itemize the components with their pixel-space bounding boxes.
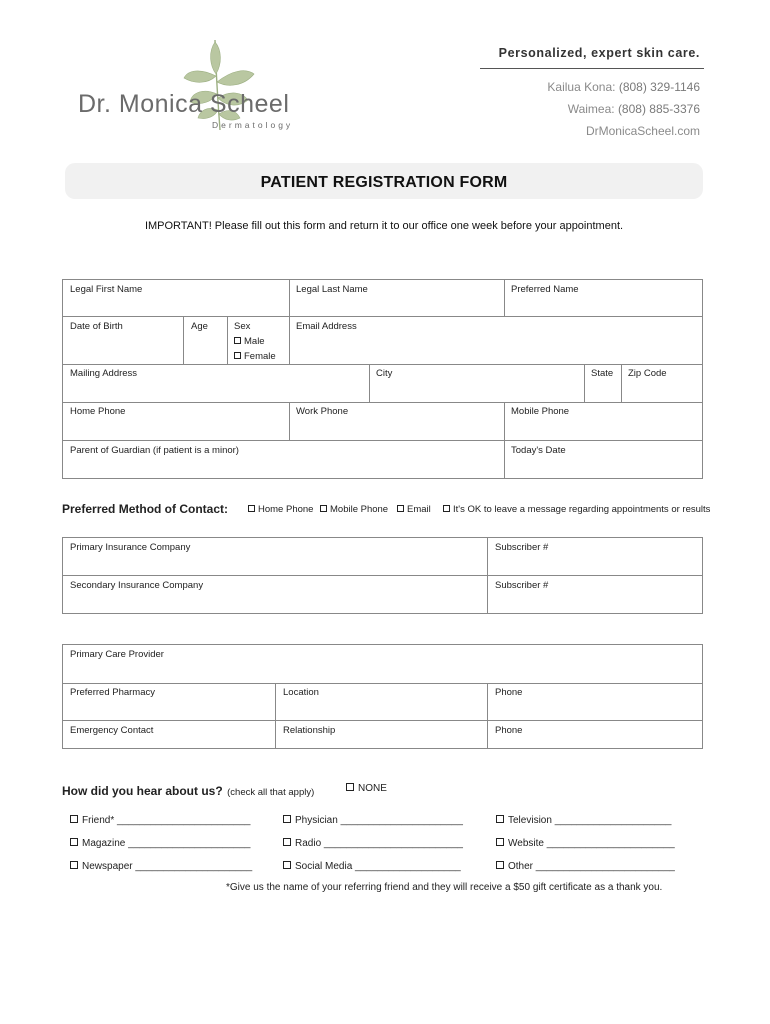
- contact-option-label: Mobile Phone: [330, 504, 389, 515]
- contact-home-phone-checkbox[interactable]: [248, 504, 313, 515]
- referral-heading: How did you hear about us?: [62, 784, 223, 798]
- referral-physician-checkbox[interactable]: [283, 815, 463, 826]
- referral-source-label: Friend* ________________________: [82, 815, 251, 826]
- checkbox-icon: [70, 838, 78, 846]
- guardian-field[interactable]: Parent of Guardian (if patient is a minor): [70, 445, 239, 456]
- emergency-phone-field[interactable]: Phone: [495, 725, 523, 736]
- logo-name: Dr. Monica Scheel: [78, 90, 290, 118]
- referral-source-label: Physician ______________________: [295, 815, 463, 826]
- contact-option-label: Email: [407, 504, 431, 515]
- grid-line: [289, 402, 290, 440]
- secondary-subscriber-field[interactable]: Subscriber #: [495, 580, 549, 591]
- grid-line: [487, 683, 488, 749]
- referral-radio-checkbox[interactable]: [283, 838, 463, 849]
- checkbox-icon: [248, 505, 255, 512]
- referral-friend-checkbox[interactable]: [70, 815, 251, 826]
- zip-code-field[interactable]: Zip Code: [628, 368, 667, 379]
- grid-line: [504, 279, 505, 316]
- important-note: IMPORTANT! Please fill out this form and return it to our office one week before your appointment.: [144, 220, 624, 232]
- checkbox-icon: [346, 783, 354, 791]
- age-field[interactable]: Age: [191, 321, 208, 332]
- referral-none-label: NONE: [358, 783, 387, 794]
- checkbox-icon: [443, 505, 450, 512]
- referral-source-label: Newspaper _____________________: [82, 861, 253, 872]
- legal-last-name-field[interactable]: Legal Last Name: [296, 284, 368, 295]
- contact-option-label: It's OK to leave a message regarding appointments or results: [453, 504, 711, 515]
- mailing-address-field[interactable]: Mailing Address: [70, 368, 138, 379]
- grid-line: [584, 364, 585, 402]
- sex-male-checkbox[interactable]: [234, 336, 265, 347]
- sex-male-label: Male: [244, 336, 265, 347]
- contact-waimea: [568, 102, 700, 116]
- state-field[interactable]: State: [591, 368, 614, 379]
- city-field[interactable]: City: [376, 368, 393, 379]
- grid-line: [227, 316, 228, 364]
- contact-mobile-phone-checkbox[interactable]: [320, 504, 388, 515]
- contact-option-label: Home Phone: [258, 504, 314, 515]
- logo-subtitle: Dermatology: [212, 120, 294, 130]
- preferred-pharmacy-field[interactable]: Preferred Pharmacy: [70, 687, 156, 698]
- checkbox-icon: [70, 861, 78, 869]
- grid-line: [62, 720, 703, 721]
- sex-female-label: Female: [244, 351, 276, 362]
- grid-line: [62, 683, 703, 684]
- primary-care-provider-field[interactable]: Primary Care Provider: [70, 649, 164, 660]
- referral-website-checkbox[interactable]: [496, 838, 675, 849]
- sex-female-checkbox[interactable]: [234, 351, 276, 362]
- grid-line: [183, 316, 184, 364]
- work-phone-field[interactable]: Work Phone: [296, 406, 349, 417]
- grid-line: [289, 279, 290, 316]
- tagline: Personalized, expert skin care.: [498, 46, 700, 60]
- referral-social-media-checkbox[interactable]: [283, 861, 461, 872]
- primary-subscriber-field[interactable]: Subscriber #: [495, 542, 549, 553]
- contact-kona-phone: (808) 329-1146: [618, 80, 700, 94]
- primary-insurance-field[interactable]: Primary Insurance Company: [70, 542, 191, 553]
- checkbox-icon: [70, 815, 78, 823]
- checkbox-icon: [397, 505, 404, 512]
- contact-method-heading: Preferred Method of Contact:: [62, 502, 229, 516]
- checkbox-icon: [234, 337, 241, 344]
- date-of-birth-field[interactable]: Date of Birth: [70, 321, 123, 332]
- grid-line: [62, 316, 703, 317]
- grid-line: [487, 537, 488, 614]
- pharmacy-phone-field[interactable]: Phone: [495, 687, 523, 698]
- grid-line: [62, 440, 703, 441]
- grid-line: [369, 364, 370, 402]
- grid-line: [62, 402, 703, 403]
- email-field[interactable]: Email Address: [296, 321, 357, 332]
- checkbox-icon: [320, 505, 327, 512]
- mobile-phone-field[interactable]: Mobile Phone: [511, 406, 570, 417]
- referral-magazine-checkbox[interactable]: [70, 838, 251, 849]
- grid-line: [504, 402, 505, 440]
- referral-other-checkbox[interactable]: [496, 861, 675, 872]
- checkbox-icon: [496, 861, 504, 869]
- referral-note: (check all that apply): [227, 787, 315, 798]
- tagline-rule: [480, 68, 704, 69]
- referral-source-label: Television _____________________: [508, 815, 672, 826]
- referral-source-label: Other _________________________: [508, 861, 675, 872]
- checkbox-icon: [283, 838, 291, 846]
- referral-source-label: Website _______________________: [508, 838, 675, 849]
- todays-date-field[interactable]: Today's Date: [511, 445, 566, 456]
- secondary-insurance-field[interactable]: Secondary Insurance Company: [70, 580, 204, 591]
- grid-line: [504, 440, 505, 479]
- website: DrMonicaScheel.com: [585, 124, 700, 138]
- grid-line: [289, 316, 290, 364]
- sex-label: Sex: [234, 321, 251, 332]
- emergency-contact-field[interactable]: Emergency Contact: [70, 725, 154, 736]
- referral-television-checkbox[interactable]: [496, 815, 671, 826]
- grid-line: [62, 575, 703, 576]
- contact-email-checkbox[interactable]: [397, 504, 431, 515]
- grid-line: [621, 364, 622, 402]
- checkbox-icon: [496, 815, 504, 823]
- referral-source-label: Magazine ______________________: [82, 838, 251, 849]
- contact-waimea-place: Waimea:: [567, 102, 615, 116]
- checkbox-icon: [234, 352, 241, 359]
- referral-heading-row: [62, 782, 314, 800]
- referral-newspaper-checkbox[interactable]: [70, 861, 252, 872]
- pharmacy-location-field[interactable]: Location: [283, 687, 319, 698]
- referral-source-label: Radio _________________________: [295, 838, 463, 849]
- checkbox-icon: [496, 838, 504, 846]
- contact-kona: [547, 80, 700, 94]
- grid-line: [275, 683, 276, 749]
- referral-source-label: Social Media ___________________: [295, 861, 461, 872]
- checkbox-icon: [283, 815, 291, 823]
- preferred-name-field[interactable]: Preferred Name: [511, 284, 579, 295]
- referral-footnote: *Give us the name of your referring friend and they will receive a $50 gift certificate as a thank you.: [226, 882, 663, 893]
- contact-waimea-phone: (808) 885-3376: [617, 102, 700, 116]
- page-title: PATIENT REGISTRATION FORM: [260, 174, 508, 191]
- relationship-field[interactable]: Relationship: [283, 725, 336, 736]
- home-phone-field[interactable]: Home Phone: [70, 406, 126, 417]
- grid-line: [62, 364, 703, 365]
- contact-ok-message-checkbox[interactable]: [443, 504, 710, 515]
- checkbox-icon: [283, 861, 291, 869]
- contact-kona-place: Kailua Kona:: [547, 80, 616, 94]
- referral-none-checkbox[interactable]: [346, 783, 387, 794]
- legal-first-name-field[interactable]: Legal First Name: [70, 284, 143, 295]
